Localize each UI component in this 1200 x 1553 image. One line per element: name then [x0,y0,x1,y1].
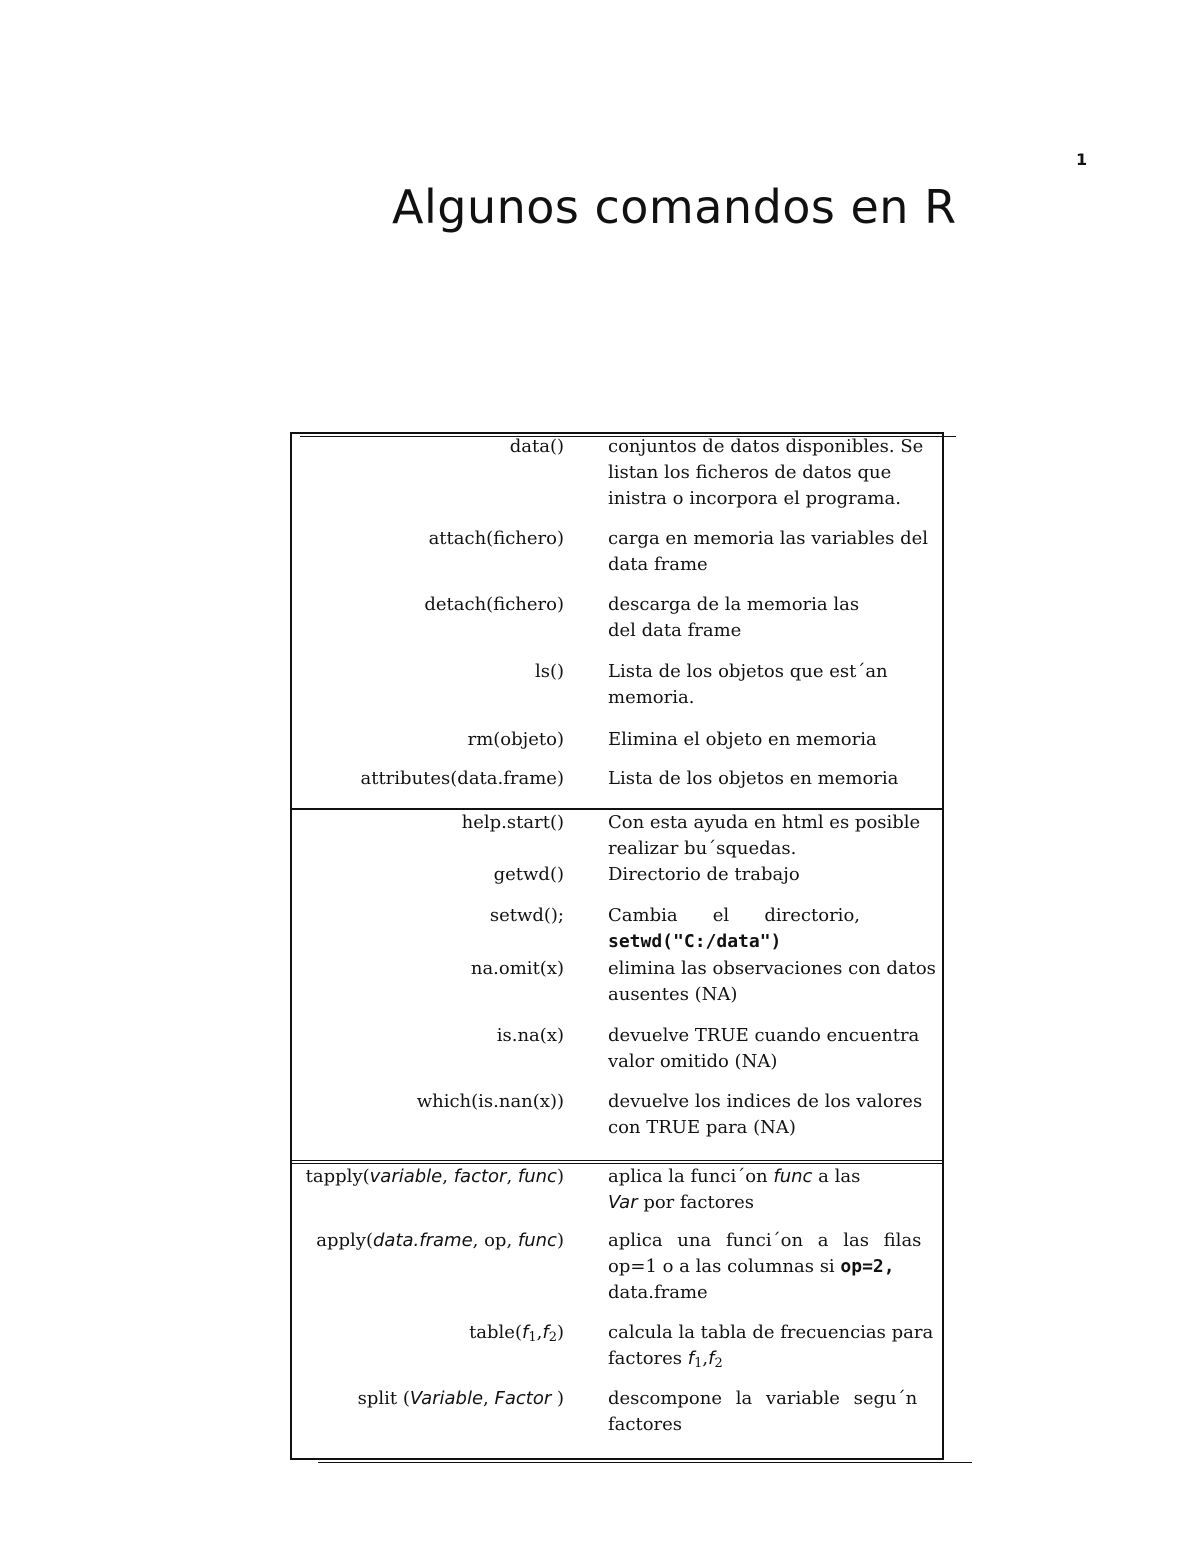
description-code: setwd("C:/data") [608,931,782,952]
description-cell [608,1164,934,1216]
section-environment [292,808,942,1160]
description-word: el [712,905,730,926]
description-line: memoria. [608,687,695,708]
description-line: listan los ficheros de datos que [608,462,892,483]
description-cell [608,1089,934,1141]
description-cell [608,1386,934,1438]
command-fn: apply( [316,1230,373,1251]
description-line [608,1254,934,1280]
command-subscript: 2 [548,1330,557,1345]
command-fn: table( [469,1322,522,1343]
description-emph: f [687,1348,695,1369]
description-line: realizar bu´squedas. [608,838,797,859]
description-line: descompone la variable segu´n [608,1388,918,1409]
command-sep: , [442,1166,454,1187]
description-cell [608,434,934,512]
section-data-management [292,434,942,808]
description-line: calcula la tabla de frecuencias para [608,1322,934,1343]
description-cell [608,592,934,644]
command-arg: f [521,1322,529,1343]
description-text: , [702,1348,709,1369]
description-emph: Var [608,1192,638,1213]
command-cell: which(is.nan(x)) [416,1091,564,1112]
description-line: valor omitido (NA) [608,1051,778,1072]
command-cell: ls() [534,661,564,682]
command-fn: tapply( [305,1166,370,1187]
command-arg: f [542,1322,549,1343]
description-line: inistra o incorpora el programa. [608,488,901,509]
description-line [608,1164,934,1190]
description-cell [608,1228,934,1306]
description-text: por factores [637,1192,755,1213]
command-subscript: 1 [528,1330,537,1345]
command-arg: func [517,1230,557,1251]
page-title: Algunos comandos en R [392,180,957,234]
command-arg: data.frame [373,1230,473,1251]
description-line [608,1346,934,1377]
description-cell [608,862,934,888]
section-apply-functions [292,1160,942,1458]
description-line: data frame [608,554,708,575]
description-emph: f [708,1348,715,1369]
description-line: del data frame [608,620,742,641]
command-cell [469,1320,564,1351]
commands-table [290,432,944,1460]
command-close: ) [556,1166,564,1187]
description-code: op=2, [840,1256,895,1277]
command-cell: setwd(); [489,905,564,926]
command-cell: detach(fichero) [424,594,564,615]
command-close: ) [556,1322,564,1343]
command-cell: rm(objeto) [467,729,564,750]
description-line: conjuntos de datos disponibles. Se [608,436,924,457]
description-cell [608,727,934,753]
command-close: ) [551,1388,564,1409]
description-line: devuelve TRUE cuando encuentra [608,1025,920,1046]
description-subscript: 2 [714,1356,723,1371]
description-cell [608,810,934,862]
command-close: ) [556,1230,564,1251]
description-line: con TRUE para (NA) [608,1117,796,1138]
description-cell [608,956,934,1008]
command-fn: split ( [357,1388,410,1409]
command-arg: variable [369,1166,443,1187]
command-sep: , [536,1322,543,1343]
description-cell [608,766,934,792]
command-arg: func [517,1166,557,1187]
description-line [608,1190,934,1216]
description-cell [608,659,934,711]
command-sep: , op, [472,1230,518,1251]
description-line: factores [608,1414,683,1435]
description-text: factores [608,1348,688,1369]
command-arg: Factor [494,1388,552,1409]
description-text: a las [812,1166,861,1187]
description-line: Lista de los objetos en memoria [608,768,899,789]
command-sep: , [506,1166,518,1187]
description-text: op=1 o a las columnas si [608,1256,841,1277]
description-line: Lista de los objetos que est´an [608,661,888,682]
description-line: Elimina el objeto en memoria [608,729,877,750]
command-cell: getwd() [493,864,564,885]
description-text: aplica la funci´on [608,1166,774,1187]
description-line [608,903,860,929]
description-cell [608,1320,934,1377]
command-cell: na.omit(x) [470,958,564,979]
command-cell: help.start() [461,812,564,833]
bottom-rule [318,1462,972,1463]
description-line: ausentes (NA) [608,984,738,1005]
description-line: Directorio de trabajo [608,864,800,885]
command-sep: , [483,1388,495,1409]
description-cell [608,1023,934,1075]
description-subscript: 1 [694,1356,703,1371]
command-cell: attributes(data.frame) [360,768,564,789]
page-number: 1 [1076,150,1088,169]
description-line: elimina las observaciones con datos [608,958,936,979]
description-line: data.frame [608,1282,708,1303]
description-word: directorio, [764,905,860,926]
command-cell: is.na(x) [496,1025,564,1046]
command-cell [306,1164,564,1190]
command-cell: data() [509,436,564,457]
description-line: aplica una funci´on a las filas [608,1230,922,1251]
command-cell [316,1228,564,1254]
description-cell [608,903,934,955]
command-arg: Variable [409,1388,484,1409]
description-line: carga en memoria las variables del [608,528,929,549]
description-word: Cambia [608,905,678,926]
description-emph: func [773,1166,813,1187]
command-cell [358,1386,564,1412]
command-cell: attach(fichero) [428,528,564,549]
description-line: Con esta ayuda en html es posible [608,812,921,833]
description-line: devuelve los indices de los valores [608,1091,923,1112]
description-cell [608,526,934,578]
description-line: descarga de la memoria las [608,594,860,615]
command-arg: factor [453,1166,507,1187]
